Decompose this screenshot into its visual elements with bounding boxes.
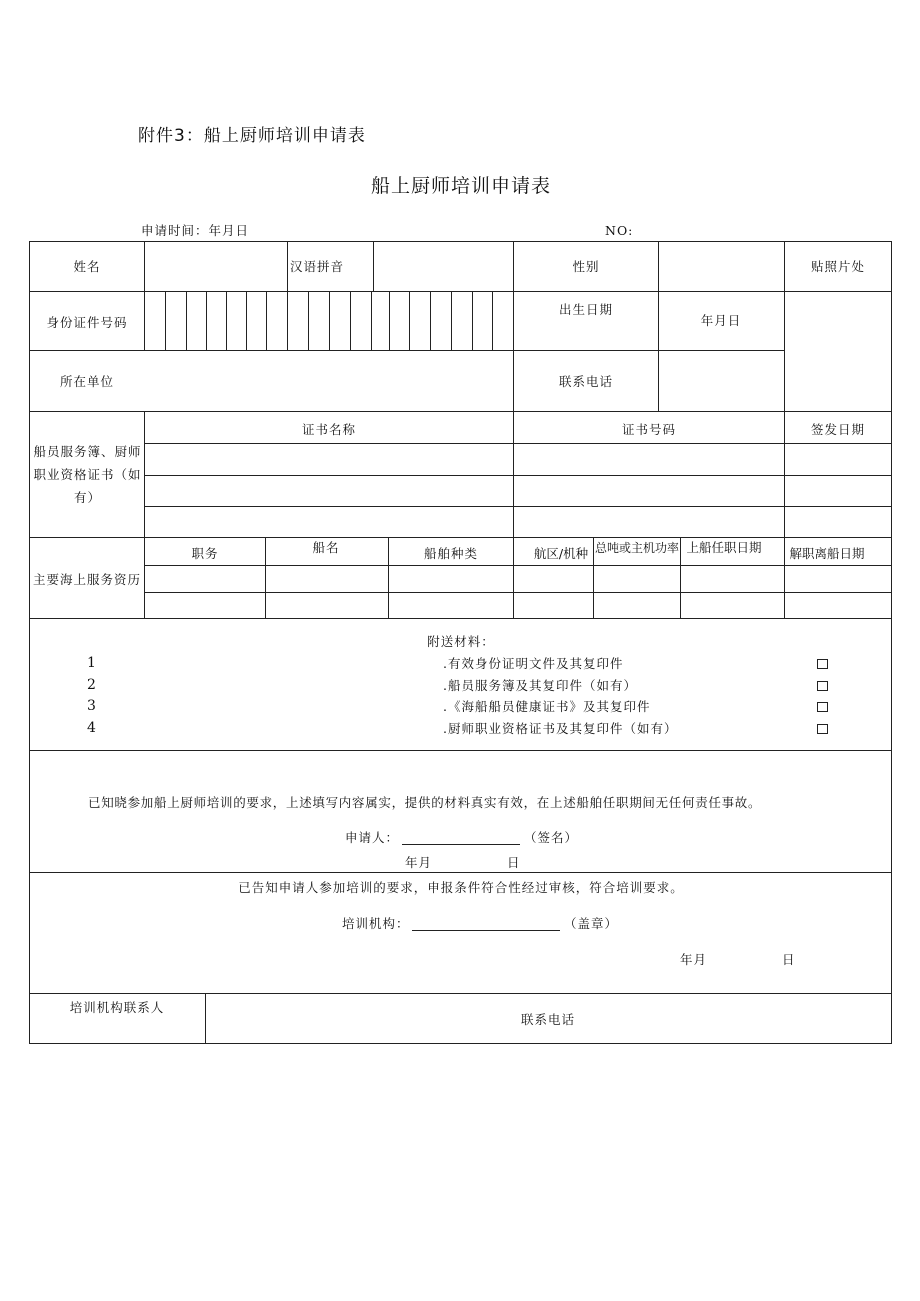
attachments-heading: 附送材料： [427,634,495,649]
attachment-num: 2 [87,677,97,693]
birth-label: 出生日期 [558,302,614,317]
declaration-year-month: 年月 [405,855,433,870]
unit-field[interactable] [146,352,512,410]
gender-field[interactable] [660,243,783,290]
attachment-text: .船员服务簿及其复印件（如有） [443,678,637,693]
exp-col-ship-type: 船舶种类 [423,546,479,561]
attachment-num: 4 [87,720,97,736]
name-label: 姓名 [73,259,101,274]
table-border-left [29,241,30,1044]
gender-label: 性别 [572,259,600,274]
cert-col-name: 证书名称 [301,422,357,437]
institution-year-month: 年月 [680,952,708,967]
photo-label: 贴照片处 [810,259,866,274]
birth-value[interactable]: 年月日 [700,313,742,328]
exp-col-board-date: 上船任职日期 [686,540,762,555]
table-border-top [29,241,892,242]
exp-col-tonnage: 总吨或主机功率 [595,541,679,555]
contact-label: 培训机构联系人 [69,1000,165,1015]
form-title: 船上厨师培训申请表 [370,175,552,197]
applicant-label: 申请人： [345,830,400,845]
certificates-section-label: 船员服务簿、厨师职业资格证书（如有） [33,444,142,505]
exp-col-leave-date: 解职离船日期 [789,546,865,561]
pinyin-label: 汉语拼音 [290,259,345,274]
exp-col-area: 航区/机种 [533,546,589,561]
attachment-num: 1 [87,655,97,671]
apply-time-label: 申请时间：年月日 [141,223,250,238]
footer-phone-label: 联系电话 [520,1012,576,1027]
institution-text: 已告知申请人参加培训的要求，申报条件符合性经过审核，符合培训要求。 [238,880,684,895]
sign-label: （签名） [524,830,579,845]
cert-col-number: 证书号码 [621,422,677,437]
experience-section-label: 主要海上服务资历 [32,572,142,587]
declaration-text: 已知晓参加船上厨师培训的要求，上述填写内容属实，提供的材料真实有效，在上述船舶任职期间无任何责任事故。 [88,795,762,810]
id-number-field[interactable] [146,293,512,349]
cert-col-date: 签发日期 [810,422,866,437]
attachment-checkbox[interactable] [817,659,828,669]
attachment-checkbox[interactable] [817,702,828,712]
stamp-label: （盖章） [564,916,619,931]
attachment-num: 3 [87,698,97,714]
attachment-text: .有效身份证明文件及其复印件 [443,656,624,671]
exp-col-position: 职务 [191,546,219,561]
exp-col-ship-name: 船名 [312,540,340,555]
declaration-day: 日 [507,855,521,870]
applicant-signature-field[interactable] [402,830,520,845]
attachment-text: .厨师职业资格证书及其复印件（如有） [443,721,678,736]
attachment-checkbox[interactable] [817,681,828,691]
id-label: 身份证件号码 [46,315,128,330]
attachment-text: .《海船船员健康证书》及其复印件 [443,699,651,714]
table-border-bottom [29,1043,892,1044]
org-stamp-field[interactable] [412,916,560,931]
name-field[interactable] [146,243,286,290]
table-border-right [891,241,892,1044]
org-label: 培训机构： [342,916,410,931]
attachment-title: 附件3：船上厨师培训申请表 [138,126,366,146]
phone-field[interactable] [660,352,783,410]
attachment-checkbox[interactable] [817,724,828,734]
unit-label: 所在单位 [59,374,115,389]
phone-label: 联系电话 [558,374,614,389]
institution-day: 日 [782,952,796,967]
pinyin-field[interactable] [375,243,512,290]
no-label: NO: [605,223,634,238]
